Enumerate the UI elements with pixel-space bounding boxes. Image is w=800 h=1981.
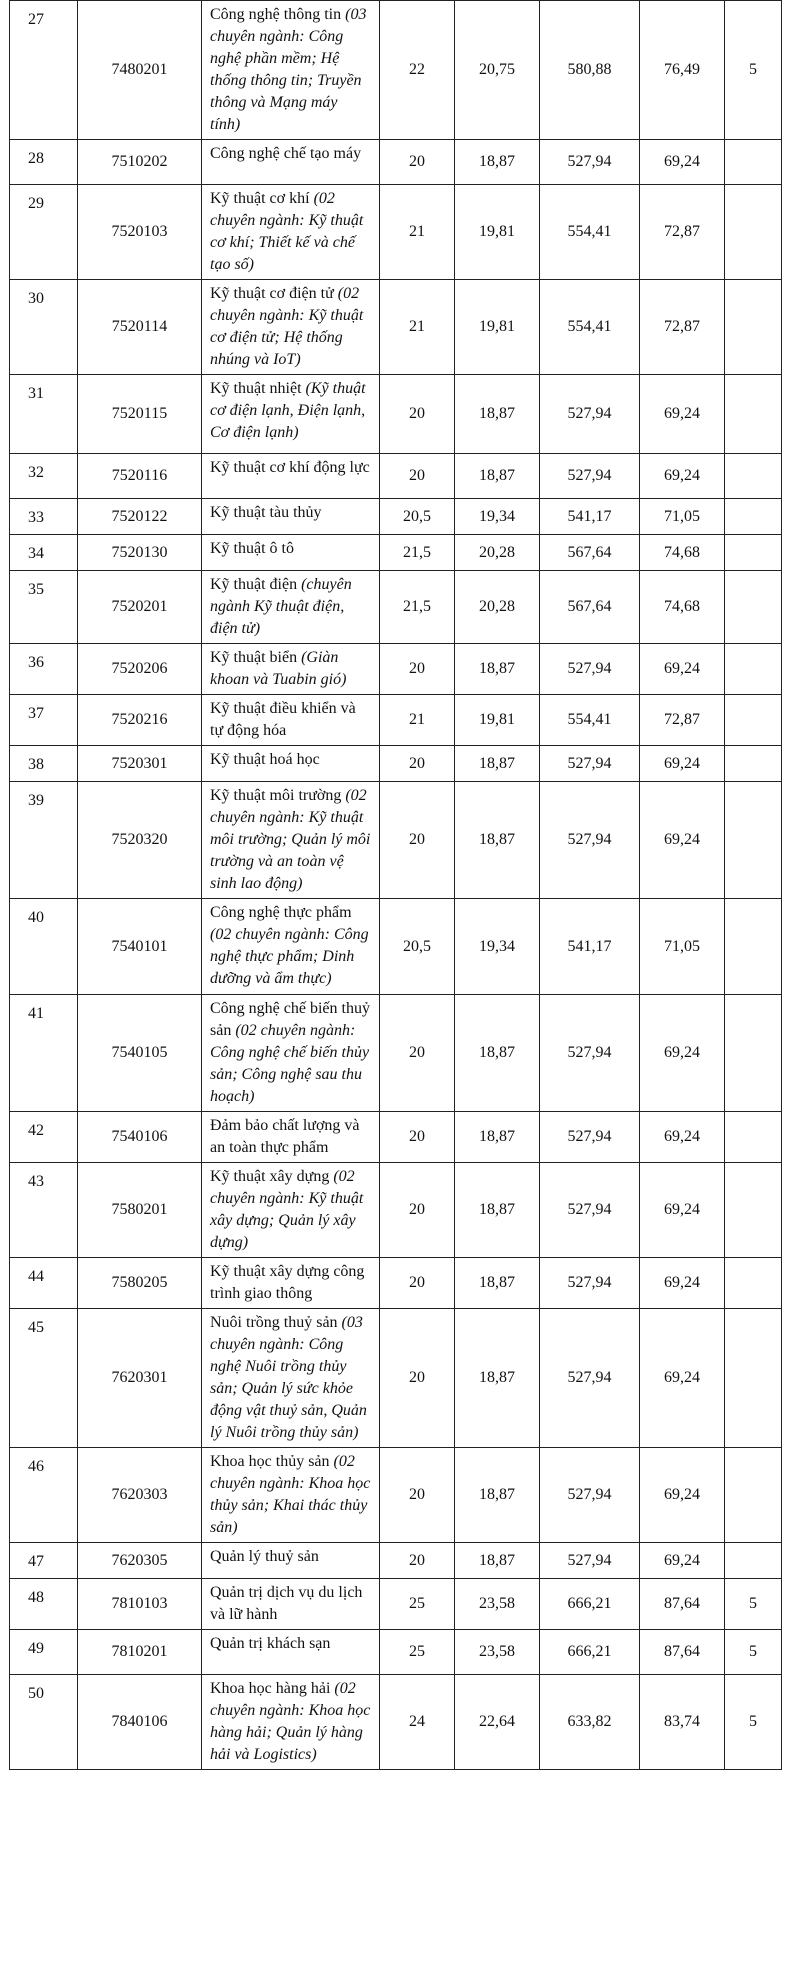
score-cell-4: 83,74 bbox=[640, 1675, 725, 1770]
major-specialization-note: (02 chuyên ngành: Công nghệ thực phẩm; Dinh dưỡng và ẩm thực) bbox=[210, 926, 369, 987]
major-specialization-note: (02 chuyên ngành: Kỹ thuật cơ điện tử; Hệ thống nhúng và IoT) bbox=[210, 285, 364, 368]
score-cell-3: 567,64 bbox=[540, 535, 640, 571]
major-name: Khoa học thủy sản bbox=[210, 1453, 330, 1470]
score-cell-3: 527,94 bbox=[540, 644, 640, 695]
major-name: Kỹ thuật điện bbox=[210, 576, 298, 593]
limit-cell bbox=[725, 644, 782, 695]
table-row bbox=[10, 1630, 782, 1675]
score-cell-2: 18,87 bbox=[455, 1448, 540, 1543]
row-number-cell: 50 bbox=[10, 1675, 78, 1770]
score-cell-1: 21,5 bbox=[380, 535, 455, 571]
score-cell-2: 18,87 bbox=[455, 1309, 540, 1448]
major-code-cell: 7480201 bbox=[78, 1, 202, 140]
score-cell-3: 666,21 bbox=[540, 1579, 640, 1630]
score-cell-2: 18,87 bbox=[455, 1258, 540, 1309]
score-cell-4: 69,24 bbox=[640, 1309, 725, 1448]
score-cell-4: 69,24 bbox=[640, 375, 725, 454]
score-cell-1: 20 bbox=[380, 1448, 455, 1543]
major-name-cell bbox=[202, 535, 380, 571]
score-cell-4: 69,24 bbox=[640, 782, 725, 899]
limit-cell bbox=[725, 375, 782, 454]
major-name: Quản lý thuỷ sản bbox=[210, 1548, 319, 1565]
major-specialization-note: (02 chuyên ngành: Khoa học hàng hải; Quản lý hàng hải và Logistics) bbox=[210, 1680, 371, 1763]
limit-cell bbox=[725, 1112, 782, 1163]
major-name-cell bbox=[202, 1163, 380, 1258]
major-specialization-note: (03 chuyên ngành: Công nghệ phần mềm; Hệ thống thông tin; Truyền thông và Mạng máy tính) bbox=[210, 6, 367, 133]
score-cell-1: 25 bbox=[380, 1630, 455, 1675]
table-row bbox=[10, 782, 782, 899]
admission-score-table bbox=[9, 0, 782, 1770]
row-number-cell: 33 bbox=[10, 499, 78, 535]
score-cell-2: 18,87 bbox=[455, 1112, 540, 1163]
score-cell-2: 18,87 bbox=[455, 1163, 540, 1258]
major-code-cell: 7520130 bbox=[78, 535, 202, 571]
major-code-cell: 7520122 bbox=[78, 499, 202, 535]
limit-cell bbox=[725, 535, 782, 571]
score-cell-4: 72,87 bbox=[640, 280, 725, 375]
table-row bbox=[10, 375, 782, 454]
score-cell-2: 18,87 bbox=[455, 746, 540, 782]
major-name: Kỹ thuật xây dựng bbox=[210, 1168, 330, 1185]
score-cell-2: 20,75 bbox=[455, 1, 540, 140]
score-cell-3: 567,64 bbox=[540, 571, 640, 644]
row-number-cell: 39 bbox=[10, 782, 78, 899]
limit-cell bbox=[725, 140, 782, 185]
major-name: Kỹ thuật tàu thủy bbox=[210, 504, 322, 521]
score-cell-1: 21 bbox=[380, 280, 455, 375]
row-number-cell: 45 bbox=[10, 1309, 78, 1448]
major-specialization-note: (02 chuyên ngành: Kỹ thuật môi trường; Quản lý môi trường và an toàn vệ sinh lao động) bbox=[210, 787, 371, 892]
major-code-cell: 7510202 bbox=[78, 140, 202, 185]
table-row bbox=[10, 454, 782, 499]
score-cell-1: 20 bbox=[380, 375, 455, 454]
score-cell-4: 72,87 bbox=[640, 185, 725, 280]
major-name-cell bbox=[202, 644, 380, 695]
major-code-cell: 7620303 bbox=[78, 1448, 202, 1543]
limit-cell bbox=[725, 1258, 782, 1309]
limit-cell: 5 bbox=[725, 1630, 782, 1675]
score-cell-3: 527,94 bbox=[540, 454, 640, 499]
table-row bbox=[10, 695, 782, 746]
major-name: Công nghệ thực phẩm bbox=[210, 904, 352, 921]
major-code-cell: 7840106 bbox=[78, 1675, 202, 1770]
major-name-cell bbox=[202, 695, 380, 746]
score-cell-3: 527,94 bbox=[540, 995, 640, 1112]
score-cell-1: 22 bbox=[380, 1, 455, 140]
score-cell-4: 69,24 bbox=[640, 644, 725, 695]
major-code-cell: 7520114 bbox=[78, 280, 202, 375]
score-cell-3: 527,94 bbox=[540, 746, 640, 782]
major-name: Kỹ thuật xây dựng công trình giao thông bbox=[210, 1263, 365, 1302]
score-cell-2: 23,58 bbox=[455, 1630, 540, 1675]
table-row bbox=[10, 746, 782, 782]
major-name-cell bbox=[202, 499, 380, 535]
major-name: Kỹ thuật ô tô bbox=[210, 540, 294, 557]
score-cell-4: 76,49 bbox=[640, 1, 725, 140]
score-cell-3: 580,88 bbox=[540, 1, 640, 140]
major-name: Kỹ thuật hoá học bbox=[210, 751, 320, 768]
row-number-cell: 49 bbox=[10, 1630, 78, 1675]
major-name-cell bbox=[202, 1579, 380, 1630]
limit-cell bbox=[725, 1543, 782, 1579]
score-cell-2: 20,28 bbox=[455, 535, 540, 571]
major-specialization-note: (02 chuyên ngành: Khoa học thủy sản; Khai thác thủy sản) bbox=[210, 1453, 371, 1536]
score-cell-4: 87,64 bbox=[640, 1630, 725, 1675]
major-name: Kỹ thuật nhiệt bbox=[210, 380, 302, 397]
score-cell-4: 71,05 bbox=[640, 899, 725, 995]
major-code-cell: 7810201 bbox=[78, 1630, 202, 1675]
table-row bbox=[10, 1112, 782, 1163]
score-cell-3: 527,94 bbox=[540, 375, 640, 454]
major-name-cell bbox=[202, 1, 380, 140]
major-name-cell bbox=[202, 454, 380, 499]
score-cell-2: 23,58 bbox=[455, 1579, 540, 1630]
major-code-cell: 7540101 bbox=[78, 899, 202, 995]
major-specialization-note: (02 chuyên ngành: Kỹ thuật cơ khí; Thiết kế và chế tạo số) bbox=[210, 190, 364, 273]
score-cell-1: 21 bbox=[380, 185, 455, 280]
major-name-cell bbox=[202, 1258, 380, 1309]
score-cell-3: 527,94 bbox=[540, 1112, 640, 1163]
table-row bbox=[10, 499, 782, 535]
major-name-cell bbox=[202, 1675, 380, 1770]
score-cell-1: 20 bbox=[380, 1543, 455, 1579]
major-name-cell bbox=[202, 1448, 380, 1543]
row-number-cell: 32 bbox=[10, 454, 78, 499]
score-cell-4: 69,24 bbox=[640, 1258, 725, 1309]
score-cell-4: 72,87 bbox=[640, 695, 725, 746]
table-row bbox=[10, 1163, 782, 1258]
row-number-cell: 44 bbox=[10, 1258, 78, 1309]
score-cell-2: 19,81 bbox=[455, 280, 540, 375]
table-row bbox=[10, 535, 782, 571]
limit-cell: 5 bbox=[725, 1579, 782, 1630]
limit-cell bbox=[725, 454, 782, 499]
score-cell-4: 69,24 bbox=[640, 1543, 725, 1579]
limit-cell bbox=[725, 695, 782, 746]
score-cell-3: 527,94 bbox=[540, 1309, 640, 1448]
major-code-cell: 7520103 bbox=[78, 185, 202, 280]
score-cell-1: 20,5 bbox=[380, 499, 455, 535]
table-row bbox=[10, 1543, 782, 1579]
score-cell-2: 19,81 bbox=[455, 185, 540, 280]
score-cell-3: 527,94 bbox=[540, 1543, 640, 1579]
score-cell-3: 527,94 bbox=[540, 140, 640, 185]
major-name-cell bbox=[202, 571, 380, 644]
score-cell-2: 18,87 bbox=[455, 454, 540, 499]
score-cell-2: 18,87 bbox=[455, 782, 540, 899]
major-code-cell: 7520320 bbox=[78, 782, 202, 899]
score-cell-4: 69,24 bbox=[640, 995, 725, 1112]
table-row bbox=[10, 1309, 782, 1448]
score-cell-1: 20 bbox=[380, 140, 455, 185]
row-number-cell: 31 bbox=[10, 375, 78, 454]
row-number-cell: 38 bbox=[10, 746, 78, 782]
score-cell-2: 18,87 bbox=[455, 375, 540, 454]
row-number-cell: 37 bbox=[10, 695, 78, 746]
score-cell-1: 24 bbox=[380, 1675, 455, 1770]
major-name: Kỹ thuật biển bbox=[210, 649, 298, 666]
score-cell-1: 20 bbox=[380, 1163, 455, 1258]
score-cell-1: 21,5 bbox=[380, 571, 455, 644]
major-name: Kỹ thuật cơ khí động lực bbox=[210, 459, 370, 476]
score-cell-1: 20 bbox=[380, 995, 455, 1112]
row-number-cell: 35 bbox=[10, 571, 78, 644]
score-cell-3: 633,82 bbox=[540, 1675, 640, 1770]
score-cell-2: 19,81 bbox=[455, 695, 540, 746]
score-cell-1: 20 bbox=[380, 454, 455, 499]
table-row bbox=[10, 571, 782, 644]
major-name: Quản trị khách sạn bbox=[210, 1635, 331, 1652]
major-specialization-note: (chuyên ngành Kỹ thuật điện, điện tử) bbox=[210, 576, 352, 637]
major-name: Quản trị dịch vụ du lịch và lữ hành bbox=[210, 1584, 363, 1623]
table-row bbox=[10, 140, 782, 185]
score-cell-1: 20 bbox=[380, 1112, 455, 1163]
score-cell-2: 22,64 bbox=[455, 1675, 540, 1770]
row-number-cell: 47 bbox=[10, 1543, 78, 1579]
major-code-cell: 7520201 bbox=[78, 571, 202, 644]
score-cell-1: 20 bbox=[380, 644, 455, 695]
table-body bbox=[10, 1, 782, 1770]
major-name-cell bbox=[202, 995, 380, 1112]
table-row bbox=[10, 1579, 782, 1630]
major-name-cell bbox=[202, 185, 380, 280]
row-number-cell: 34 bbox=[10, 535, 78, 571]
major-name-cell bbox=[202, 280, 380, 375]
row-number-cell: 42 bbox=[10, 1112, 78, 1163]
score-cell-3: 541,17 bbox=[540, 899, 640, 995]
score-cell-3: 527,94 bbox=[540, 1448, 640, 1543]
major-name: Đảm bảo chất lượng và an toàn thực phẩm bbox=[210, 1117, 360, 1156]
major-name-cell bbox=[202, 1543, 380, 1579]
score-cell-4: 69,24 bbox=[640, 1112, 725, 1163]
major-name-cell bbox=[202, 899, 380, 995]
major-specialization-note: (Kỹ thuật cơ điện lạnh, Điện lạnh, Cơ điện lạnh) bbox=[210, 380, 366, 441]
score-cell-1: 20 bbox=[380, 746, 455, 782]
score-cell-1: 20 bbox=[380, 782, 455, 899]
score-cell-3: 527,94 bbox=[540, 1163, 640, 1258]
score-cell-4: 69,24 bbox=[640, 1448, 725, 1543]
row-number-cell: 48 bbox=[10, 1579, 78, 1630]
limit-cell bbox=[725, 995, 782, 1112]
score-cell-2: 19,34 bbox=[455, 899, 540, 995]
limit-cell bbox=[725, 899, 782, 995]
score-cell-2: 18,87 bbox=[455, 1543, 540, 1579]
table-row bbox=[10, 1258, 782, 1309]
table-row bbox=[10, 280, 782, 375]
limit-cell bbox=[725, 1163, 782, 1258]
row-number-cell: 41 bbox=[10, 995, 78, 1112]
table-row bbox=[10, 899, 782, 995]
limit-cell bbox=[725, 746, 782, 782]
row-number-cell: 46 bbox=[10, 1448, 78, 1543]
major-code-cell: 7540105 bbox=[78, 995, 202, 1112]
row-number-cell: 36 bbox=[10, 644, 78, 695]
row-number-cell: 29 bbox=[10, 185, 78, 280]
table-row bbox=[10, 644, 782, 695]
score-cell-1: 20,5 bbox=[380, 899, 455, 995]
limit-cell: 5 bbox=[725, 1, 782, 140]
major-specialization-note: (03 chuyên ngành: Công nghệ Nuôi trồng thủy sản; Quản lý sức khỏe động vật thuỷ sản, Quản lý Nuôi trồng thủy sản) bbox=[210, 1314, 367, 1441]
table-row bbox=[10, 185, 782, 280]
major-specialization-note: (02 chuyên ngành: Kỹ thuật xây dựng; Quản lý xây dựng) bbox=[210, 1168, 364, 1251]
score-cell-4: 71,05 bbox=[640, 499, 725, 535]
table-row bbox=[10, 1675, 782, 1770]
major-code-cell: 7520301 bbox=[78, 746, 202, 782]
major-name-cell bbox=[202, 1112, 380, 1163]
row-number-cell: 27 bbox=[10, 1, 78, 140]
limit-cell: 5 bbox=[725, 1675, 782, 1770]
major-code-cell: 7520115 bbox=[78, 375, 202, 454]
table-row bbox=[10, 995, 782, 1112]
major-code-cell: 7520216 bbox=[78, 695, 202, 746]
table-row bbox=[10, 1448, 782, 1543]
major-code-cell: 7810103 bbox=[78, 1579, 202, 1630]
major-specialization-note: (02 chuyên ngành: Công nghệ chế biến thủy sản; Công nghệ sau thu hoạch) bbox=[210, 1022, 370, 1105]
score-cell-4: 74,68 bbox=[640, 571, 725, 644]
major-name: Công nghệ thông tin bbox=[210, 6, 342, 23]
score-cell-2: 18,87 bbox=[455, 140, 540, 185]
row-number-cell: 28 bbox=[10, 140, 78, 185]
score-cell-4: 74,68 bbox=[640, 535, 725, 571]
score-cell-2: 20,28 bbox=[455, 571, 540, 644]
row-number-cell: 43 bbox=[10, 1163, 78, 1258]
major-name: Công nghệ chế biến thuỷ sản bbox=[210, 1000, 370, 1039]
score-cell-3: 554,41 bbox=[540, 185, 640, 280]
major-code-cell: 7520206 bbox=[78, 644, 202, 695]
score-cell-2: 18,87 bbox=[455, 644, 540, 695]
major-name: Kỹ thuật điều khiển và tự động hóa bbox=[210, 700, 356, 739]
score-cell-2: 19,34 bbox=[455, 499, 540, 535]
major-name-cell bbox=[202, 375, 380, 454]
major-specialization-note: (Giàn khoan và Tuabin gió) bbox=[210, 649, 347, 688]
row-number-cell: 30 bbox=[10, 280, 78, 375]
major-name: Nuôi trồng thuỷ sản bbox=[210, 1314, 338, 1331]
major-code-cell: 7620301 bbox=[78, 1309, 202, 1448]
limit-cell bbox=[725, 1448, 782, 1543]
major-code-cell: 7540106 bbox=[78, 1112, 202, 1163]
score-cell-4: 69,24 bbox=[640, 1163, 725, 1258]
major-code-cell: 7580205 bbox=[78, 1258, 202, 1309]
score-cell-3: 527,94 bbox=[540, 782, 640, 899]
major-name: Kỹ thuật môi trường bbox=[210, 787, 342, 804]
major-code-cell: 7520116 bbox=[78, 454, 202, 499]
score-cell-3: 554,41 bbox=[540, 695, 640, 746]
major-name-cell bbox=[202, 782, 380, 899]
major-code-cell: 7620305 bbox=[78, 1543, 202, 1579]
score-cell-1: 20 bbox=[380, 1309, 455, 1448]
limit-cell bbox=[725, 1309, 782, 1448]
limit-cell bbox=[725, 185, 782, 280]
score-cell-1: 20 bbox=[380, 1258, 455, 1309]
major-name-cell bbox=[202, 1309, 380, 1448]
score-cell-4: 69,24 bbox=[640, 746, 725, 782]
limit-cell bbox=[725, 280, 782, 375]
limit-cell bbox=[725, 499, 782, 535]
major-name: Kỹ thuật cơ khí bbox=[210, 190, 310, 207]
major-name-cell bbox=[202, 140, 380, 185]
score-cell-2: 18,87 bbox=[455, 995, 540, 1112]
limit-cell bbox=[725, 571, 782, 644]
major-name-cell bbox=[202, 746, 380, 782]
major-name: Kỹ thuật cơ điện tử bbox=[210, 285, 334, 302]
table-row bbox=[10, 1, 782, 140]
score-cell-4: 69,24 bbox=[640, 140, 725, 185]
score-cell-1: 21 bbox=[380, 695, 455, 746]
limit-cell bbox=[725, 782, 782, 899]
score-cell-3: 666,21 bbox=[540, 1630, 640, 1675]
major-name-cell bbox=[202, 1630, 380, 1675]
major-code-cell: 7580201 bbox=[78, 1163, 202, 1258]
score-cell-4: 87,64 bbox=[640, 1579, 725, 1630]
major-name: Khoa học hàng hải bbox=[210, 1680, 331, 1697]
score-cell-3: 541,17 bbox=[540, 499, 640, 535]
score-cell-3: 554,41 bbox=[540, 280, 640, 375]
score-cell-1: 25 bbox=[380, 1579, 455, 1630]
major-name: Công nghệ chế tạo máy bbox=[210, 145, 362, 162]
score-cell-3: 527,94 bbox=[540, 1258, 640, 1309]
row-number-cell: 40 bbox=[10, 899, 78, 995]
score-cell-4: 69,24 bbox=[640, 454, 725, 499]
